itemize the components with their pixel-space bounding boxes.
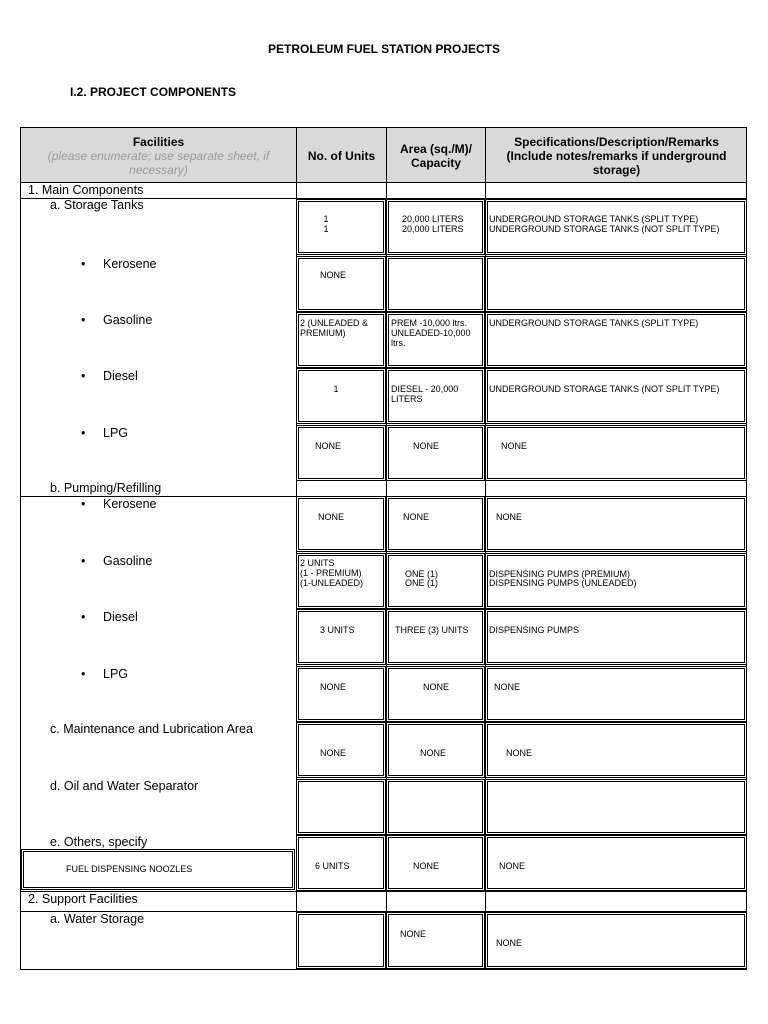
pumping-kerosene-units: NONE bbox=[318, 512, 345, 522]
others-area: NONE bbox=[413, 861, 440, 871]
pumping-diesel-area: THREE (3) UNITS bbox=[395, 625, 469, 635]
storage-kerosene-units: NONE bbox=[320, 270, 347, 280]
water-storage-spec: NONE bbox=[496, 938, 523, 948]
storage-tanks-units-2: 1 bbox=[323, 224, 329, 234]
label-others-specify: e. Others, specify bbox=[50, 835, 148, 849]
storage-lpg-area-cell bbox=[388, 427, 483, 479]
pumping-lpg-area-cell bbox=[388, 668, 483, 720]
label-storage-lpg: • LPG bbox=[103, 426, 128, 440]
storage-kerosene-units-cell bbox=[298, 258, 384, 310]
storage-diesel-spec: UNDERGROUND STORAGE TANKS (NOT SPLIT TYPE) bbox=[489, 384, 720, 394]
storage-gasoline-area-2: UNLEADED-10,000 bbox=[391, 328, 471, 338]
storage-gasoline-units-1: 2 (UNLEADED & bbox=[300, 318, 369, 328]
others-units: 6 UNITS bbox=[315, 861, 350, 871]
label-oil-water-separator: d. Oil and Water Separator bbox=[50, 779, 199, 793]
label-storage-tanks: a. Storage Tanks bbox=[50, 198, 144, 212]
label-support-facilities: 2. Support Facilities bbox=[28, 892, 138, 906]
pumping-kerosene-area-cell bbox=[388, 498, 483, 550]
pumping-gasoline-units-2: (1 - PREMIUM) bbox=[300, 568, 362, 578]
pumping-diesel-units-cell bbox=[298, 611, 384, 663]
label-storage-diesel: • Diesel bbox=[103, 369, 138, 383]
pumping-lpg-spec: NONE bbox=[494, 682, 521, 692]
separator-spec-cell bbox=[487, 781, 745, 833]
storage-diesel-spec-cell bbox=[487, 370, 745, 422]
storage-lpg-units-cell bbox=[298, 427, 384, 479]
storage-gasoline-units-2: PREMIUM) bbox=[300, 328, 346, 338]
storage-diesel-area-2: LITERS bbox=[391, 394, 423, 404]
label-pumping-kerosene: • Kerosene bbox=[103, 497, 157, 511]
pumping-gasoline-spec-2: DISPENSING PUMPS (UNLEADED) bbox=[489, 578, 637, 588]
label-pumping-refilling: b. Pumping/Refilling bbox=[50, 481, 162, 495]
water-storage-spec-cell bbox=[487, 914, 745, 967]
label-maintenance-area: c. Maintenance and Lubrication Area bbox=[50, 722, 253, 736]
others-specify-value: FUEL DISPENSING NOOZLES bbox=[66, 864, 193, 874]
pumping-gasoline-units-1: 2 UNITS bbox=[300, 558, 335, 568]
pumping-gasoline-spec-1: DISPENSING PUMPS (PREMIUM) bbox=[489, 569, 631, 579]
pumping-kerosene-area: NONE bbox=[403, 512, 430, 522]
maintenance-units: NONE bbox=[320, 748, 347, 758]
storage-tanks-units-1: 1 bbox=[323, 214, 329, 224]
storage-kerosene-spec-cell bbox=[487, 258, 745, 310]
storage-diesel-units-cell bbox=[298, 370, 384, 422]
label-pumping-lpg: • LPG bbox=[103, 667, 128, 681]
storage-lpg-units: NONE bbox=[315, 441, 342, 451]
label-main-components: 1. Main Components bbox=[28, 183, 144, 197]
storage-tanks-area-2: 20,000 LITERS bbox=[402, 224, 464, 234]
water-storage-area-cell bbox=[388, 914, 483, 967]
pumping-lpg-units-cell bbox=[298, 668, 384, 720]
pumping-kerosene-spec: NONE bbox=[496, 512, 523, 522]
others-spec: NONE bbox=[499, 861, 526, 871]
column-divider bbox=[485, 127, 486, 970]
label-water-storage: a. Water Storage bbox=[50, 912, 145, 926]
pumping-gasoline-units-3: (1-UNLEADED) bbox=[300, 578, 364, 588]
label-storage-gasoline: • Gasoline bbox=[103, 313, 152, 327]
storage-lpg-spec: NONE bbox=[501, 441, 528, 451]
storage-diesel-area-1: DIESEL - 20,000 bbox=[391, 384, 459, 394]
storage-diesel-units: 1 bbox=[333, 384, 339, 394]
header-specs: Specifications/Description/Remarks (Include notes/remarks if underground storage) bbox=[506, 134, 727, 177]
pumping-diesel-spec: DISPENSING PUMPS bbox=[489, 625, 580, 635]
others-spec-cell bbox=[487, 837, 745, 889]
pumping-diesel-area-cell bbox=[388, 611, 483, 663]
pumping-lpg-units: NONE bbox=[320, 682, 347, 692]
water-storage-units-cell bbox=[298, 914, 384, 967]
column-divider bbox=[386, 127, 387, 970]
storage-gasoline-spec: UNDERGROUND STORAGE TANKS (SPLIT TYPE) bbox=[489, 318, 699, 328]
storage-tanks-spec-2: UNDERGROUND STORAGE TANKS (NOT SPLIT TYPE) bbox=[489, 224, 720, 234]
water-storage-area: NONE bbox=[400, 929, 427, 939]
pumping-gasoline-area-2: ONE (1) bbox=[405, 578, 439, 588]
storage-gasoline-area-1: PREM -10,000 ltrs. bbox=[391, 318, 468, 328]
separator-area-cell bbox=[388, 781, 483, 833]
label-pumping-diesel: • Diesel bbox=[103, 610, 138, 624]
storage-lpg-spec-cell bbox=[487, 427, 745, 479]
maintenance-spec: NONE bbox=[506, 748, 533, 758]
pumping-lpg-area: NONE bbox=[423, 682, 450, 692]
pumping-kerosene-units-cell bbox=[298, 498, 384, 550]
header-units: No. of Units bbox=[307, 148, 376, 163]
pumping-diesel-units: 3 UNITS bbox=[320, 625, 355, 635]
maintenance-area: NONE bbox=[420, 748, 447, 758]
header-facilities: Facilities (please enumerate; use separate sheet, if necessary) bbox=[47, 134, 270, 177]
separator-units-cell bbox=[298, 781, 384, 833]
storage-kerosene-area-cell bbox=[388, 258, 483, 310]
storage-tanks-spec-1: UNDERGROUND STORAGE TANKS (SPLIT TYPE) bbox=[489, 214, 699, 224]
pumping-gasoline-area-1: ONE (1) bbox=[405, 569, 439, 579]
pumping-lpg-spec-cell bbox=[487, 668, 745, 720]
pumping-kerosene-spec-cell bbox=[487, 498, 745, 550]
storage-lpg-area: NONE bbox=[413, 441, 440, 451]
storage-tanks-area-1: 20,000 LITERS bbox=[402, 214, 464, 224]
storage-gasoline-area-3: ltrs. bbox=[391, 338, 406, 348]
section-heading: I.2. PROJECT COMPONENTS bbox=[70, 85, 237, 99]
column-divider bbox=[296, 127, 297, 970]
label-storage-kerosene: • Kerosene bbox=[103, 257, 157, 271]
header-area: Area (sq./M)/ Capacity bbox=[399, 141, 472, 170]
document-title: PETROLEUM FUEL STATION PROJECTS bbox=[267, 42, 500, 56]
pumping-diesel-spec-cell bbox=[487, 611, 745, 663]
label-pumping-gasoline: • Gasoline bbox=[103, 554, 152, 568]
